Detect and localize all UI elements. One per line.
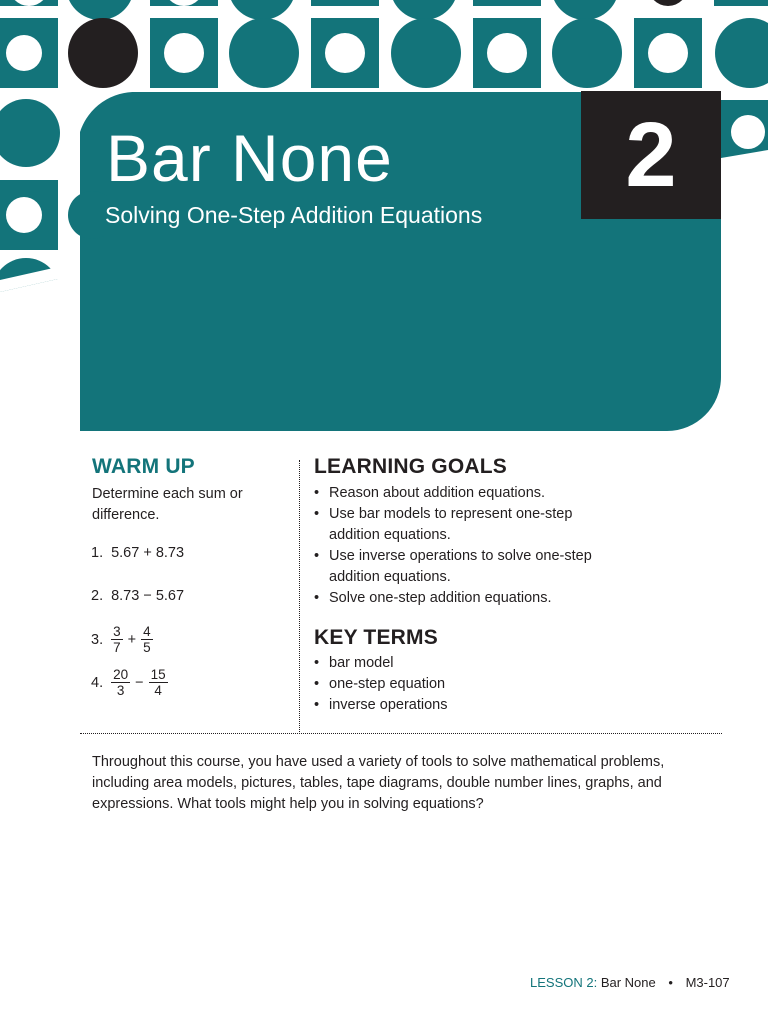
warm-up-heading: WARM UP: [92, 455, 195, 478]
intro-paragraph: Throughout this course, you have used a variety of tools to solve mathematical problems, including area models, pictures, tables, tape diagrams, double number lines, graphs, and expressions. What tools might help you in solving equations?: [92, 754, 665, 812]
list-item: • bar model: [314, 653, 614, 674]
learning-goals-heading: LEARNING GOALS: [314, 455, 507, 478]
list-item: • Reason about addition equations.: [314, 483, 634, 504]
denominator: 3: [116, 683, 125, 698]
warm-up-problem-4: [91, 667, 168, 698]
list-item: • Solve one-step addition equations.: [314, 588, 634, 609]
denominator: 5: [143, 640, 151, 655]
problem-expression: 8.73 − 5.67: [111, 588, 185, 604]
denominator: 4: [154, 683, 162, 698]
warm-up-problem-1: [91, 545, 184, 561]
numerator: 20: [113, 667, 129, 682]
operator: +: [127, 631, 137, 648]
key-terms-heading: KEY TERMS: [314, 626, 438, 649]
fraction: [141, 624, 153, 655]
problem-number: 1.: [91, 545, 104, 561]
list-item: • Use inverse operations to solve one-step addition equations.: [314, 546, 629, 588]
page-footer: [530, 975, 730, 990]
warm-up-intro: Determine each sum or difference.: [92, 486, 243, 523]
column-divider: [299, 460, 300, 732]
numerator: 4: [143, 624, 151, 639]
fraction: [149, 667, 168, 698]
footer-page-number: M3-107: [685, 975, 730, 990]
numerator: 15: [150, 667, 166, 682]
learning-goals-list: [314, 483, 634, 609]
list-item: • inverse operations: [314, 695, 614, 716]
footer-lesson-label: LESSON 2:: [530, 975, 598, 990]
numerator: 3: [113, 624, 121, 639]
fraction: [111, 667, 130, 698]
fraction: [111, 624, 123, 655]
lesson-subtitle: Solving One-Step Addition Equations: [105, 202, 483, 228]
warm-up-problem-3: [91, 624, 153, 655]
lesson-number-badge: 2: [581, 91, 721, 219]
problem-expression: 5.67 + 8.73: [111, 545, 185, 561]
problem-number: 2.: [91, 588, 104, 604]
list-item: • Use bar models to represent one-step addition equations.: [314, 504, 599, 546]
footer-lesson-name: Bar None: [600, 975, 656, 990]
lesson-title: Bar None: [106, 121, 393, 195]
section-divider: [80, 733, 722, 734]
warm-up-problem-2: [91, 588, 184, 604]
problem-number: 4.: [91, 674, 104, 691]
footer-separator: •: [668, 975, 673, 990]
list-item: • one-step equation: [314, 674, 614, 695]
operator: −: [135, 674, 144, 691]
denominator: 7: [113, 640, 121, 655]
key-terms-list: [314, 653, 614, 716]
problem-number: 3.: [91, 631, 104, 648]
